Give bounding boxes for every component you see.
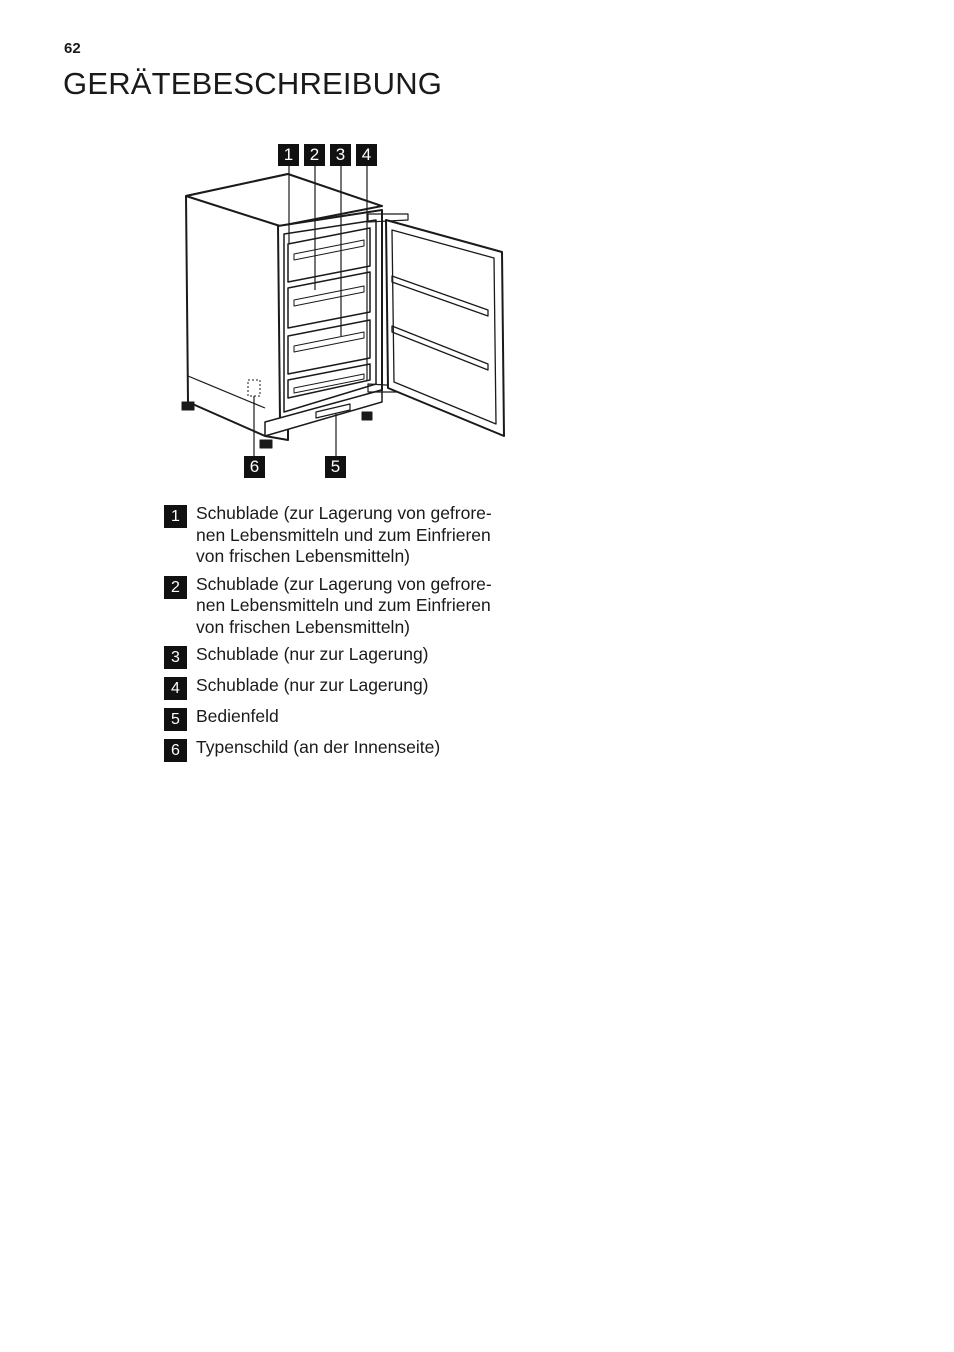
legend-text: Schublade (zur Lagerung von gefrore- nen Lebensmitteln und zum Einfrieren von frischen Lebensmitteln) — [196, 573, 492, 637]
callout-badge-4: 4 — [356, 144, 377, 166]
cabinet-foot — [260, 440, 272, 448]
legend-number: 1 — [164, 505, 187, 528]
legend-number: 6 — [164, 739, 187, 762]
callout-badge-3: 3 — [330, 144, 351, 166]
legend-number: 3 — [164, 646, 187, 669]
legend-number: 2 — [164, 576, 187, 599]
cabinet-foot — [362, 412, 372, 420]
callout-badge-1: 1 — [278, 144, 299, 166]
legend-item — [164, 644, 524, 669]
freezer-illustration — [170, 140, 520, 485]
legend-number: 4 — [164, 677, 187, 700]
page-title: GERÄTEBESCHREIBUNG — [63, 66, 443, 101]
legend-item — [164, 503, 524, 568]
legend-item — [164, 706, 524, 731]
legend-text: Schublade (nur zur Lagerung) — [196, 644, 429, 664]
legend-text: Schublade (nur zur Lagerung) — [196, 675, 429, 695]
legend-list — [164, 503, 524, 768]
legend-number: 5 — [164, 708, 187, 731]
legend-item — [164, 574, 524, 639]
callout-badge-6: 6 — [244, 456, 265, 478]
legend-text: Typenschild (an der Innenseite) — [196, 737, 441, 757]
legend-item — [164, 737, 524, 762]
callout-badge-2: 2 — [304, 144, 325, 166]
callout-badge-5: 5 — [325, 456, 346, 478]
page-number: 62 — [64, 40, 81, 57]
cabinet-foot — [182, 402, 194, 410]
legend-text: Schublade (zur Lagerung von gefrore- nen Lebensmitteln und zum Einfrieren von frischen Lebensmitteln) — [196, 503, 492, 566]
legend-item — [164, 675, 524, 700]
legend-text: Bedienfeld — [196, 706, 279, 726]
appliance-figure — [170, 140, 520, 485]
